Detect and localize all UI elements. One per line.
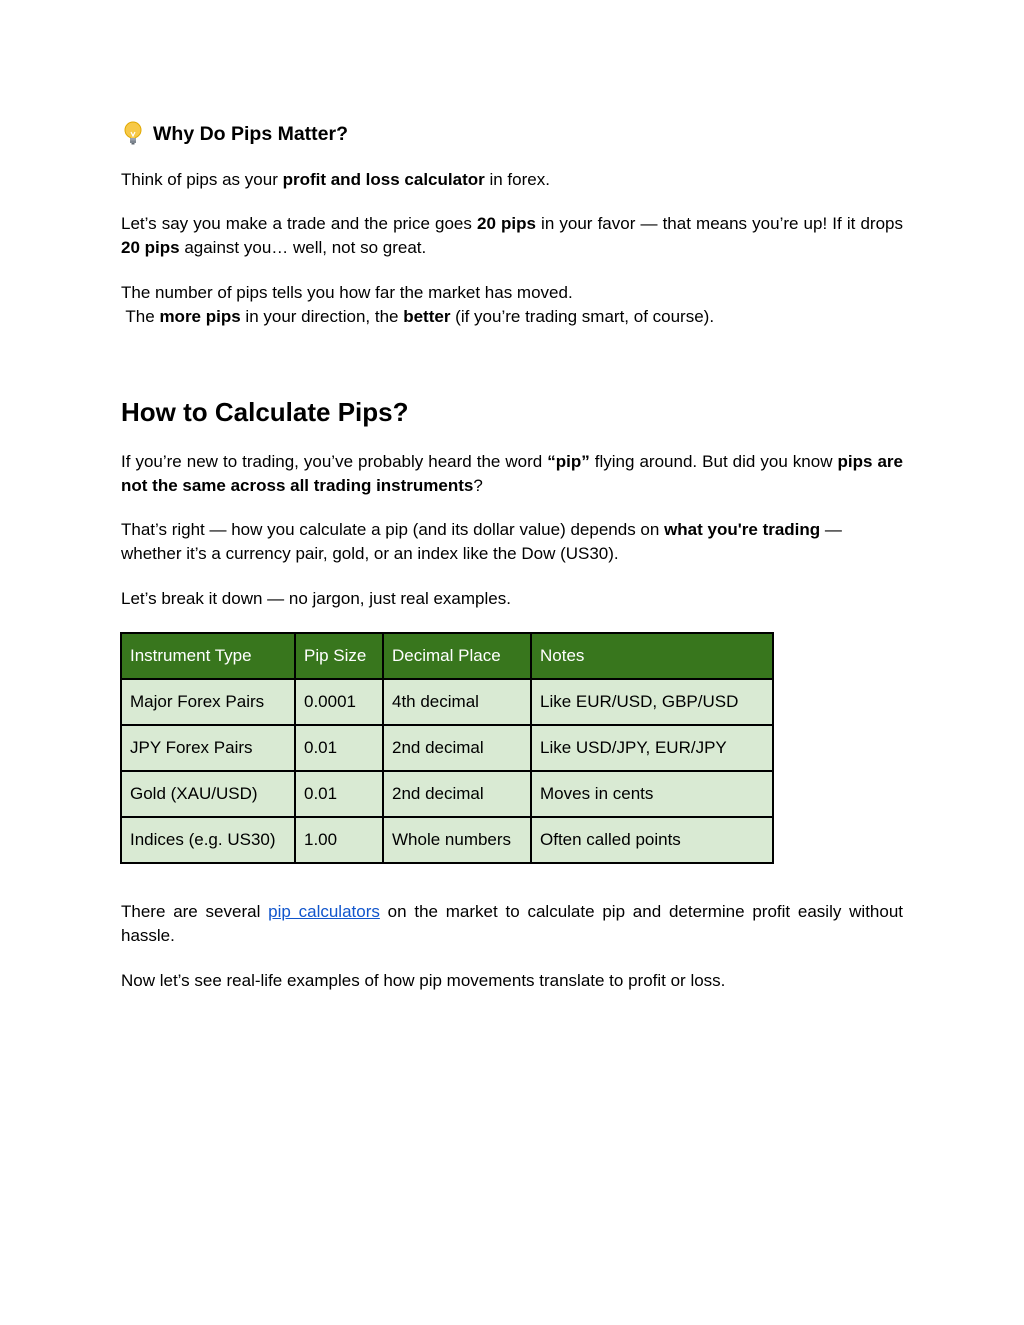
section-heading-how-to-calculate: How to Calculate Pips? xyxy=(121,397,409,427)
table-row xyxy=(121,817,773,863)
text-run: That’s right — how you calculate a pip (and its dollar value) depends on xyxy=(121,520,665,539)
table-row xyxy=(121,771,773,817)
lightbulb-icon xyxy=(121,120,145,146)
bold-text: pips are not the same across all trading instruments xyxy=(121,452,904,495)
table-cell: Often called points xyxy=(531,817,773,863)
text-run: against you… well, not so great. xyxy=(179,238,427,257)
table-cell: 1.00 xyxy=(295,817,383,863)
table-cell: 0.0001 xyxy=(295,679,383,725)
text-run: (if you’re trading smart, of course). xyxy=(450,307,715,326)
text-run: Let’s say you make a trade and the price goes xyxy=(121,214,477,233)
table-row xyxy=(121,725,773,771)
column-header: Decimal Place xyxy=(383,633,531,679)
bold-text: what you're trading xyxy=(664,520,821,539)
bold-text: better xyxy=(403,307,451,326)
paragraph-twenty-pips-example xyxy=(121,212,903,260)
column-header: Instrument Type xyxy=(121,633,295,679)
text-run: — whether it’s a currency pair, gold, or an index like the Dow (US30). xyxy=(121,520,842,563)
paragraph-pip-word-intro xyxy=(121,450,903,498)
pip-calculators-link[interactable]: pip calculators xyxy=(268,902,380,921)
paragraph-what-you-trade xyxy=(121,518,903,566)
heading-text: Why Do Pips Matter? xyxy=(153,123,349,145)
text-run: The xyxy=(121,307,160,326)
bold-text: profit and loss calculator xyxy=(282,170,485,189)
text-run: There are several xyxy=(121,902,269,921)
bold-text: 20 pips xyxy=(476,214,536,233)
table-cell: 4th decimal xyxy=(383,679,531,725)
table-cell: Indices (e.g. US30) xyxy=(121,817,295,863)
bold-text: 20 pips xyxy=(121,238,180,257)
table-cell: Like USD/JPY, EUR/JPY xyxy=(531,725,773,771)
text-run: If you’re new to trading, you’ve probably heard the word xyxy=(121,452,548,471)
table-cell: Like EUR/USD, GBP/USD xyxy=(531,679,773,725)
table-cell: JPY Forex Pairs xyxy=(121,725,295,771)
text-run: in your favor — that means you’re up! If it drops xyxy=(535,214,903,233)
table-cell: 2nd decimal xyxy=(383,771,531,817)
text-run: The number of pips tells you how far the market has moved. xyxy=(121,283,573,302)
text-run: in your direction, the xyxy=(240,307,404,326)
text-run: Think of pips as your xyxy=(121,170,283,189)
section-heading-why-pips-matter xyxy=(121,120,348,148)
table-header-row xyxy=(121,633,773,679)
pip-size-table xyxy=(120,632,774,864)
paragraph-pip-calculators xyxy=(121,900,903,948)
table-cell: Whole numbers xyxy=(383,817,531,863)
text-run: on the market to calculate pip and determine profit easily without hassle. xyxy=(121,902,904,945)
text-run: in forex. xyxy=(484,170,550,189)
table-row xyxy=(121,679,773,725)
bold-text: “pip” xyxy=(547,452,590,471)
text-run: ? xyxy=(473,476,483,495)
table-cell: 0.01 xyxy=(295,725,383,771)
column-header: Pip Size xyxy=(295,633,383,679)
paragraph-pips-distance xyxy=(121,281,903,329)
paragraph-break-it-down: Let’s break it down — no jargon, just real examples. xyxy=(121,589,511,608)
table-cell: 2nd decimal xyxy=(383,725,531,771)
paragraph-pips-intro xyxy=(121,168,903,192)
column-header: Notes xyxy=(531,633,773,679)
table-cell: Major Forex Pairs xyxy=(121,679,295,725)
table-cell: Gold (XAU/USD) xyxy=(121,771,295,817)
text-run: flying around. But did you know xyxy=(589,452,838,471)
bold-text: more pips xyxy=(159,307,241,326)
table-cell: 0.01 xyxy=(295,771,383,817)
table-cell: Moves in cents xyxy=(531,771,773,817)
paragraph-real-life-examples: Now let’s see real-life examples of how pip movements translate to profit or loss. xyxy=(121,971,726,990)
